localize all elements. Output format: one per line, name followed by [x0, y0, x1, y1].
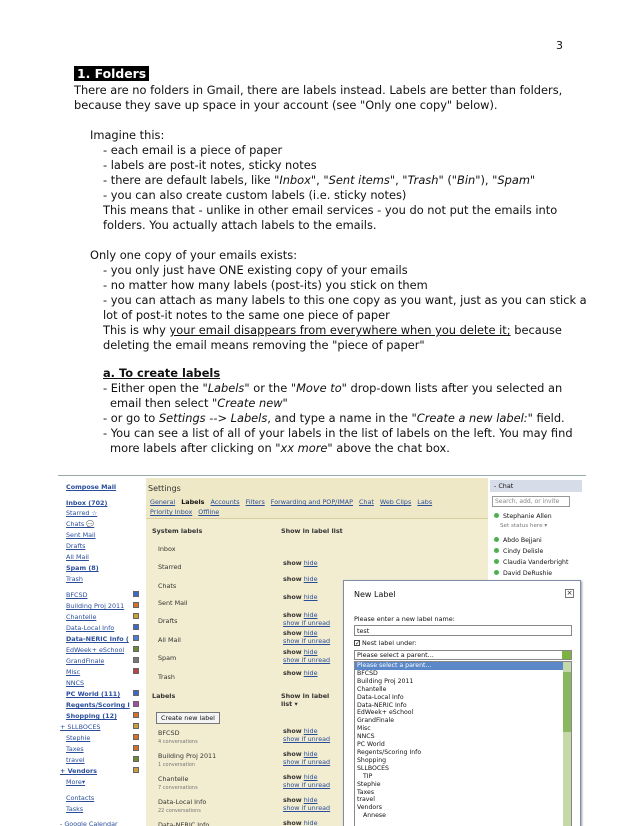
onecopy-bullet-3: - you can attach as many labels to this one copy as you want, just as you can stick a [103, 293, 587, 307]
label-link[interactable]: GrandFinale [66, 657, 105, 665]
drafts-link[interactable]: Drafts [66, 542, 86, 550]
tab-general[interactable]: General [150, 498, 176, 506]
user-label: BFCSD 4 conversations [158, 729, 198, 745]
label-link[interactable]: + Vendors [60, 767, 97, 775]
show-hide-row: show hide show if unread [283, 796, 331, 812]
dialog-title: New Label [354, 590, 396, 599]
tab-accounts[interactable]: Accounts [210, 498, 240, 506]
tab-labels[interactable]: Labels [181, 498, 205, 506]
all-mail-link[interactable]: All Mail [66, 553, 89, 561]
chat-self: Stephanie Allen [494, 513, 552, 520]
label-color-swatch[interactable] [133, 591, 139, 597]
onecopy-bullet-2: - no matter how many labels (post-its) you stick on them [103, 278, 428, 292]
user-label: Building Proj 2011 1 conversation [158, 752, 217, 768]
show-hide-row: show hide show if unread [283, 727, 331, 743]
show-hide-row: show hide show if unread [283, 611, 331, 627]
dropdown-option[interactable]: Data-NERIC Info [357, 701, 407, 709]
show-hide-row: show hide show if unread [283, 629, 331, 645]
onecopy-title: Only one copy of your emails exists: [90, 248, 298, 262]
imagine-bullet-4: - you can also create custom labels (i.e. sticky notes) [103, 188, 407, 202]
dropdown-option[interactable]: Annese [363, 812, 386, 820]
onecopy-why-2: deleting the email means removing the "piece of paper" [103, 338, 425, 352]
starred-link[interactable]: Starred ☆ [66, 509, 98, 517]
dropdown-option[interactable]: Regents/Scoring Info [357, 748, 422, 756]
label-color-swatch[interactable] [133, 712, 139, 718]
imagine-bullet-2: - labels are post-it notes, sticky notes [103, 158, 317, 172]
chat-search-input[interactable]: Search, add, or invite [492, 496, 570, 507]
dropdown-option[interactable]: BFCSD [357, 669, 378, 677]
create-line-4: - You can see a list of all of your labels in the list of labels on the left. You may find [103, 426, 573, 440]
close-icon[interactable]: × [566, 589, 573, 597]
hide-link[interactable]: hide [303, 750, 318, 758]
show-in-list-header-2: Show in label list ▾ [281, 692, 330, 708]
label-link[interactable]: Stephie [66, 734, 91, 742]
show-if-unread-link[interactable]: show if unread [283, 735, 331, 743]
hide-link[interactable]: hide [303, 819, 318, 826]
tab-priority-inbox[interactable]: Priority Inbox [150, 508, 193, 516]
dropdown-option[interactable]: Please select a parent... [355, 662, 571, 670]
section-heading: 1. Folders [74, 66, 149, 81]
new-label-dialog [343, 580, 581, 826]
show-hide-row: show hide show if unread [283, 648, 331, 664]
nest-label-checkbox-row[interactable]: ✓ Nest label under: [355, 639, 417, 647]
imagine-means-1: This means that - unlike in other email services - you do not put the emails into [103, 203, 558, 217]
online-icon [494, 548, 499, 553]
system-label-name: Sent Mail [158, 599, 188, 607]
system-label-name: Drafts [158, 617, 178, 625]
settings-tabs [150, 498, 438, 506]
create-new-label-button[interactable]: Create new label [156, 712, 220, 724]
hide-link[interactable]: hide [303, 648, 318, 656]
label-color-swatch[interactable] [133, 613, 139, 619]
dropdown-option[interactable]: Data-Local Info [357, 693, 404, 701]
show-in-list-header: Show in label list [281, 527, 343, 535]
create-line-2: email then select "Create new" [110, 396, 288, 410]
dropdown-option[interactable]: Vendors [357, 804, 382, 812]
show-if-unread-link[interactable]: show if unread [283, 804, 331, 812]
label-link[interactable]: Taxes [66, 745, 84, 753]
gmail-screenshot [58, 475, 586, 826]
scrollbar-thumb[interactable] [563, 672, 571, 732]
hide-link[interactable]: hide [303, 611, 318, 619]
onecopy-bullet-3b: lot of post-it notes to the same one piece of paper [103, 308, 390, 322]
gmail-left-nav [58, 476, 144, 826]
chat-contact[interactable]: Claudia Vanderbright [494, 559, 568, 566]
inbox-link[interactable]: Inbox (702) [66, 499, 108, 507]
show-hide-row: show hide [283, 575, 318, 583]
show-hide-row: show hide [283, 819, 318, 826]
label-color-swatch[interactable] [133, 756, 139, 762]
tab-forwarding[interactable]: Forwarding and POP/IMAP [270, 498, 353, 506]
label-color-swatch[interactable] [133, 690, 139, 696]
label-link[interactable]: BFCSD [66, 591, 88, 599]
label-color-swatch[interactable] [133, 646, 139, 652]
chat-status[interactable]: Set status here ▾ [500, 523, 548, 529]
dropdown-option[interactable]: NNCS [357, 733, 375, 741]
label-color-swatch[interactable] [133, 657, 139, 663]
settings-title: Settings [148, 484, 181, 493]
dropdown-option[interactable]: Chantelle [357, 685, 387, 693]
show-hide-row: show hide [283, 559, 318, 567]
show-hide-row: show hide [283, 669, 318, 677]
system-label-name: Trash [158, 673, 175, 681]
label-color-swatch[interactable] [133, 624, 139, 630]
scrollbar[interactable] [563, 662, 571, 826]
system-label-name: Spam [158, 654, 177, 662]
label-link[interactable]: travel [66, 756, 85, 764]
label-link[interactable]: NNCS [66, 679, 85, 687]
imagine-bullet-3: - there are default labels, like "Inbox", "Sent items", "Trash" ("Bin"), "Spam" [103, 173, 536, 187]
dropdown-option[interactable]: Building Proj 2011 [357, 677, 414, 685]
hide-link[interactable]: hide [303, 727, 318, 735]
chat-contact[interactable]: Cindy Delisle [494, 548, 543, 555]
chat-contact[interactable]: David DeRushie [494, 570, 552, 577]
label-link[interactable]: Building Proj 2011 [66, 602, 125, 610]
tab-filters[interactable]: Filters [245, 498, 265, 506]
tab-offline[interactable]: Offline [198, 508, 220, 516]
tab-chat[interactable]: Chat [358, 498, 374, 506]
show-hide-row: show hide show if unread [283, 750, 331, 766]
intro-line-1: There are no folders in Gmail, there are labels instead. Labels are better than folders, [74, 83, 563, 97]
settings-tabs-row-2 [150, 508, 225, 516]
label-link[interactable]: EdWeek+ eSchool [66, 646, 125, 654]
compose-mail-link[interactable]: Compose Mail [66, 483, 117, 491]
create-line-5: more labels after clicking on "xx more" above the chat box. [110, 441, 450, 455]
show-if-unread-link[interactable]: show if unread [283, 619, 331, 627]
create-labels-title: a. To create labels [103, 366, 221, 380]
show-if-unread-link[interactable]: show if unread [283, 637, 331, 645]
label-color-swatch[interactable] [133, 602, 139, 608]
contacts-link[interactable]: Contacts [66, 794, 95, 802]
labels-header: Labels [152, 692, 176, 700]
imagine-means-2: folders. You actually attach labels to the emails. [103, 218, 377, 232]
label-color-swatch[interactable] [133, 767, 139, 773]
online-icon [494, 570, 499, 575]
label-link[interactable]: Misc [66, 668, 81, 676]
intro-line-2: because they save up space in your account (see "Only one copy" below). [74, 98, 498, 112]
spam-link[interactable]: Spam (8) [66, 564, 99, 572]
system-label-name: Chats [158, 582, 177, 590]
show-hide-row: show hide show if unread [283, 773, 331, 789]
system-label-name: Inbox [158, 545, 176, 553]
label-link[interactable]: Chantelle [66, 613, 97, 621]
parent-label-options[interactable] [354, 661, 572, 826]
imagine-title: Imagine this: [90, 128, 165, 142]
system-label-name: Starred [158, 563, 182, 571]
label-color-swatch[interactable] [133, 723, 139, 729]
label-link[interactable]: Data-NERIC Info ( [66, 635, 129, 643]
chevron-down-icon[interactable] [562, 651, 571, 659]
page-number: 3 [556, 39, 563, 52]
hide-link[interactable]: hide [303, 629, 318, 637]
checkbox-checked-icon[interactable]: ✓ [355, 640, 361, 647]
chat-contact[interactable]: Abdo Bejjani [494, 537, 542, 544]
more-labels-link[interactable]: More▾ [66, 778, 86, 786]
show-if-unread-link[interactable]: show if unread [283, 656, 331, 664]
online-icon [494, 537, 499, 542]
system-labels-header: System labels [152, 527, 203, 535]
show-hide-row: show hide [283, 593, 318, 601]
online-icon [494, 559, 499, 564]
dropdown-option[interactable]: GrandFinale [357, 717, 395, 725]
dropdown-option[interactable]: PC World [357, 741, 385, 749]
chats-link[interactable]: Chats 💬 [66, 520, 95, 528]
tab-labs[interactable]: Labs [417, 498, 433, 506]
imagine-bullet-1: - each email is a piece of paper [103, 143, 283, 157]
online-icon [494, 513, 499, 518]
dropdown-option[interactable]: EdWeek+ eSchool [357, 709, 414, 717]
label-color-swatch[interactable] [133, 745, 139, 751]
hide-link[interactable]: hide [303, 773, 318, 781]
label-link[interactable]: Data-Local Info [66, 624, 115, 632]
user-label: Data-NERIC Info [158, 821, 210, 826]
dropdown-option[interactable]: Stephie [357, 780, 381, 788]
dropdown-option[interactable]: Misc [357, 725, 371, 733]
show-if-unread-link[interactable]: show if unread [283, 781, 331, 789]
dropdown-option[interactable]: Taxes [357, 788, 375, 796]
label-color-swatch[interactable] [133, 635, 139, 641]
hide-link[interactable]: hide [303, 593, 318, 601]
calendar-link[interactable]: - Google Calendar [60, 820, 118, 826]
user-label: Data-Local Info 22 conversations [158, 798, 207, 814]
tasks-link[interactable]: Tasks [66, 805, 84, 813]
hide-link[interactable]: hide [303, 796, 318, 804]
create-line-3: - or go to Settings --> Labels, and type a name in the "Create a new label:" field. [103, 411, 565, 425]
dropdown-option[interactable]: TIP [363, 772, 373, 780]
label-link[interactable]: Regents/Scoring I [66, 701, 130, 709]
hide-link[interactable]: hide [303, 559, 318, 567]
dropdown-option[interactable]: SLLBOCES [357, 764, 389, 772]
parent-label-select[interactable]: Please select a parent... [354, 650, 572, 660]
onecopy-why: This is why your email disappears from everywhere when you delete it; because [103, 323, 562, 337]
dropdown-option[interactable]: Shopping [357, 756, 387, 764]
hide-link[interactable]: hide [303, 669, 318, 677]
show-if-unread-link[interactable]: show if unread [283, 758, 331, 766]
sent-mail-link[interactable]: Sent Mail [66, 531, 96, 539]
user-label: Chantelle 7 conversations [158, 775, 198, 791]
label-color-swatch[interactable] [133, 668, 139, 674]
label-color-swatch[interactable] [133, 734, 139, 740]
onecopy-bullet-1: - you only just have ONE existing copy of your emails [103, 263, 408, 277]
label-name-prompt: Please enter a new label name: [354, 615, 455, 623]
system-label-name: All Mail [158, 636, 181, 644]
chat-panel [488, 476, 586, 596]
trash-link[interactable]: Trash [66, 575, 83, 583]
label-color-swatch[interactable] [133, 701, 139, 707]
create-line-1: - Either open the "Labels" or the "Move to" drop-down lists after you selected an [103, 381, 563, 395]
label-link[interactable]: Shopping (12) [66, 712, 117, 720]
dropdown-option[interactable]: travel [357, 796, 375, 804]
label-link[interactable]: PC World (111) [66, 690, 121, 698]
label-link[interactable]: + SLLBOCES [60, 723, 101, 731]
hide-link[interactable]: hide [303, 575, 318, 583]
chat-header[interactable]: - Chat [490, 480, 582, 492]
tab-web-clips[interactable]: Web Clips [379, 498, 412, 506]
label-name-input[interactable]: test [354, 625, 572, 636]
